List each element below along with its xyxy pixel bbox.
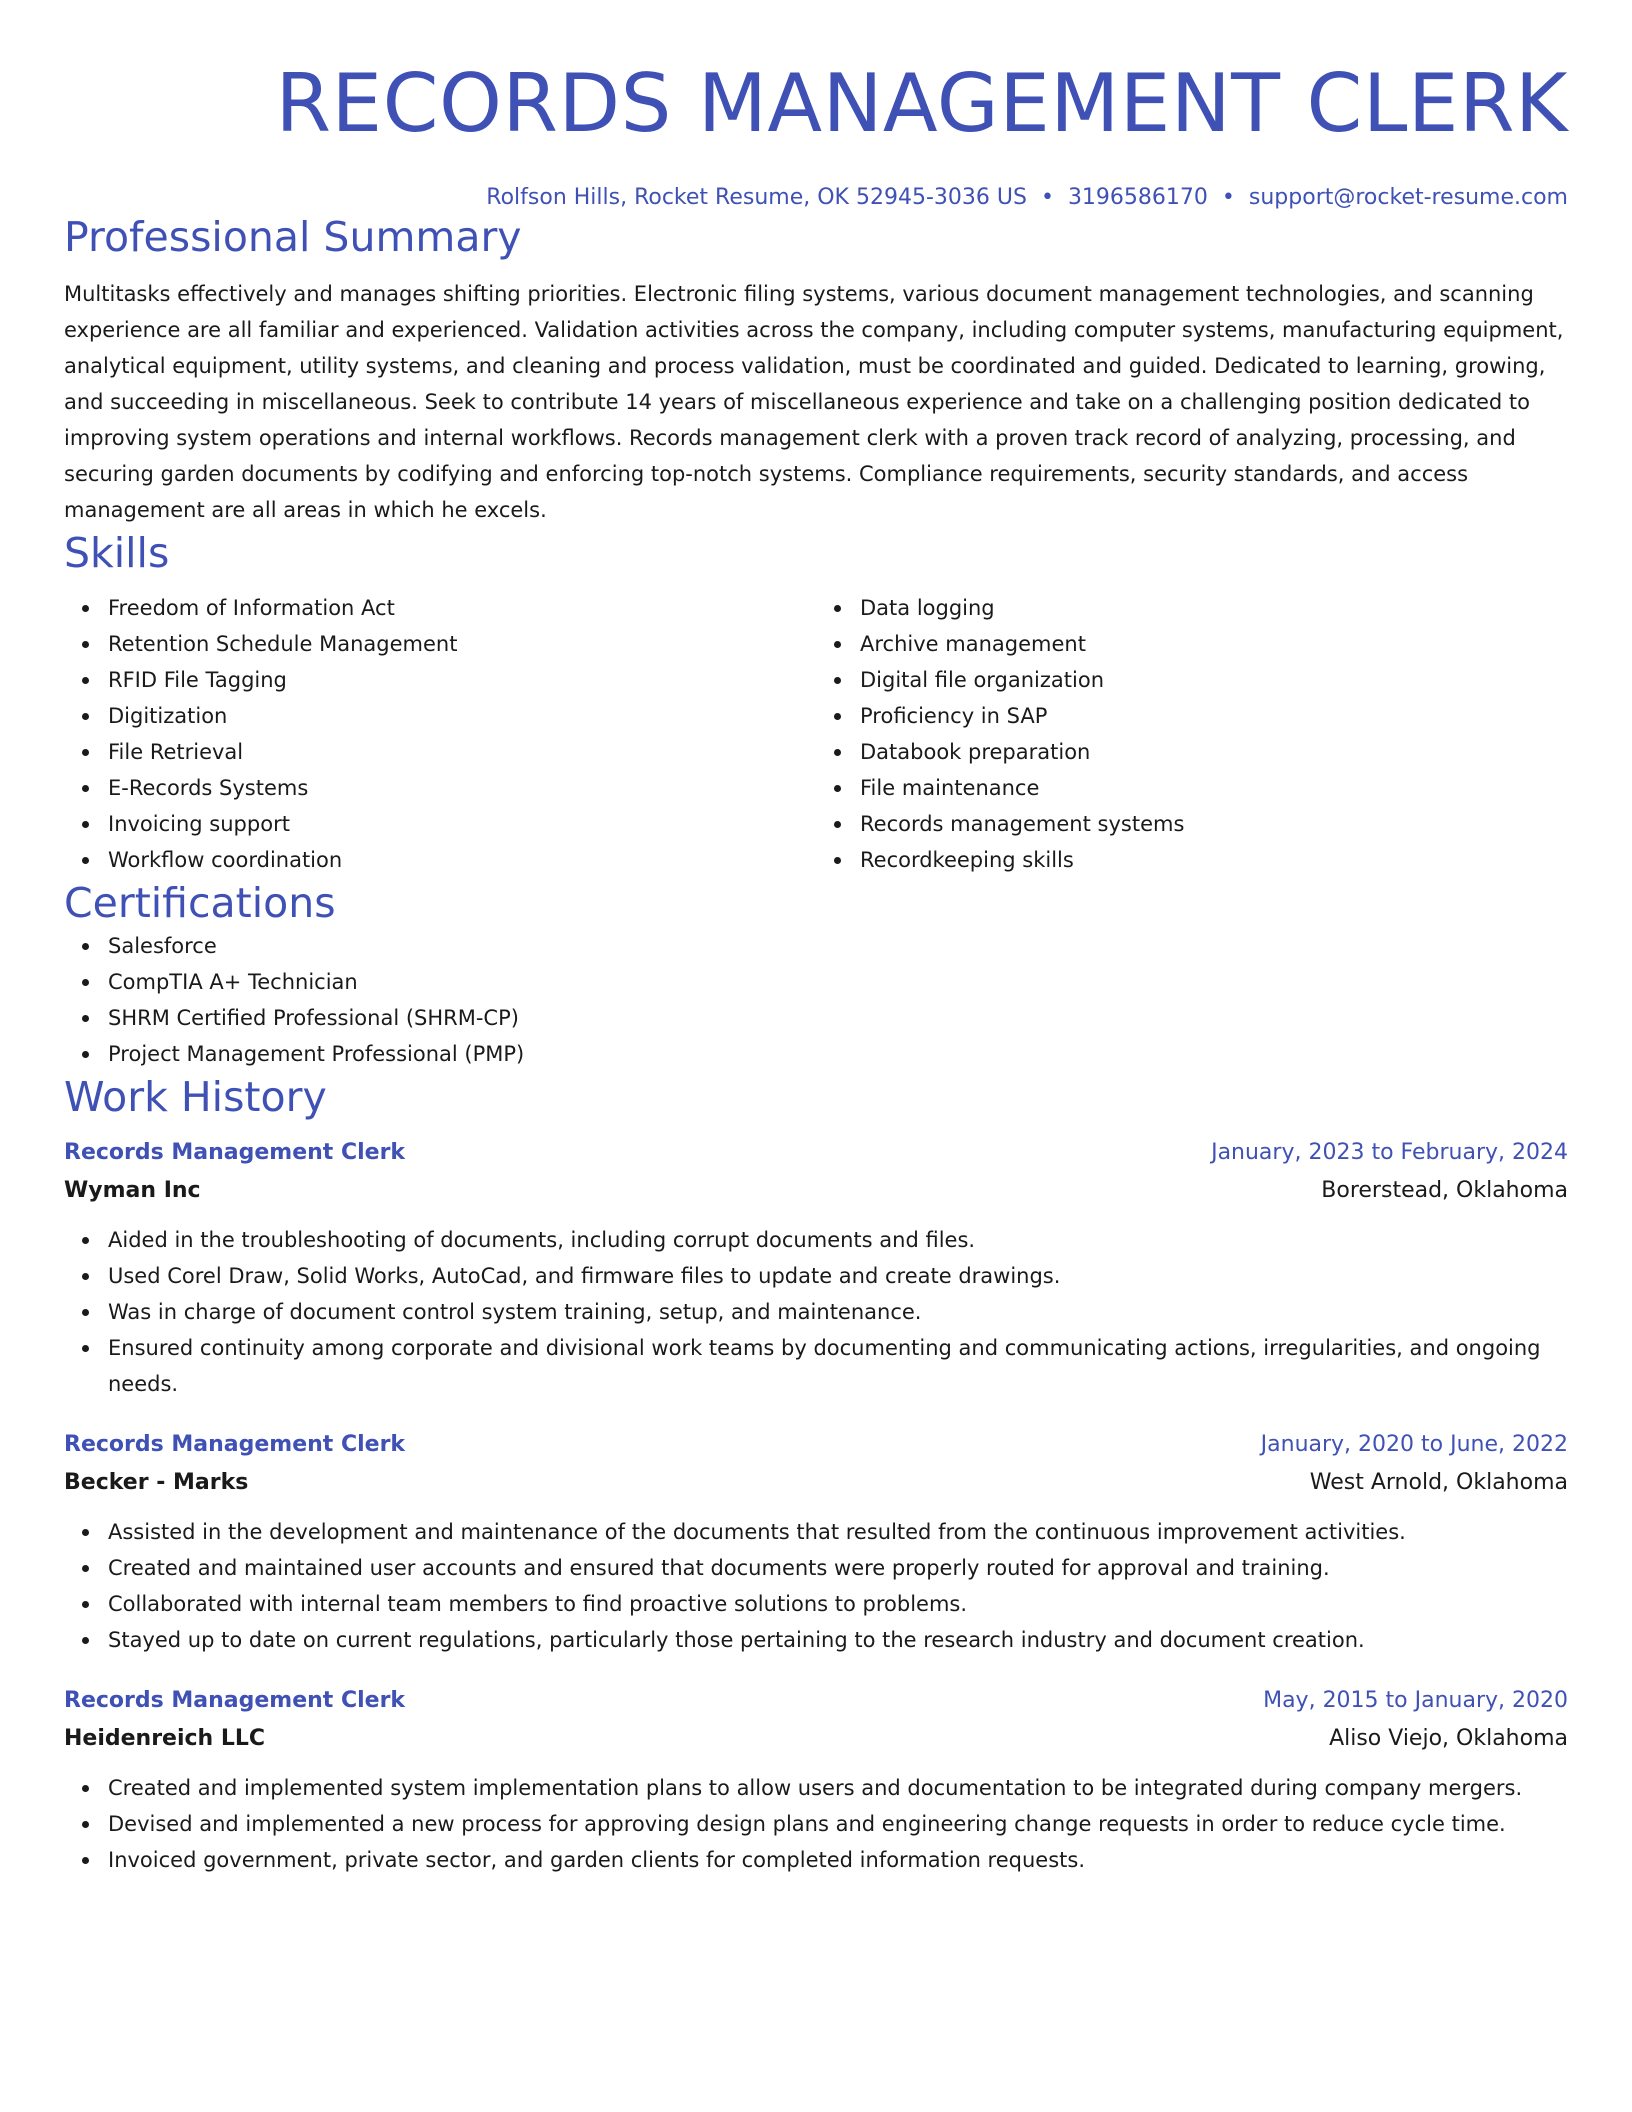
skill-item: RFID File Tagging — [108, 662, 816, 698]
job-title: Records Management Clerk — [64, 1140, 406, 1165]
job-bullet: Created and implemented system implementation plans to allow users and documentation to be integrated during company mergers. — [108, 1770, 1568, 1806]
skill-item: Data logging — [860, 590, 1568, 626]
job-bullets — [64, 1222, 1568, 1402]
certification-item: CompTIA A+ Technician — [108, 964, 1568, 1000]
job-dates: May, 2015 to January, 2020 — [1263, 1688, 1568, 1713]
job-company: Wyman Inc — [64, 1178, 201, 1203]
resume-name: RECORDS MANAGEMENT CLERK — [275, 57, 1568, 150]
skill-item: Digitization — [108, 698, 816, 734]
certification-item: SHRM Certified Professional (SHRM-CP) — [108, 1000, 1568, 1036]
summary-text: Multitasks effectively and manages shifting priorities. Electronic filing systems, various document management technologies, and scanning experience are all familiar and experienced. Validation activities across the company, including computer systems, manufacturing equipment, analytical equipment, utility systems, and cleaning and process validation, must be coordinated and guided. Dedicated to learning, growing, and succeeding in miscellaneous. Seek to contribute 14 years of miscellaneous experience and take on a challenging position dedicated to improving system operations and internal workflows. Records management clerk with a proven track record of analyzing, processing, and securing garden documents by codifying and enforcing top-notch systems. Compliance requirements, security standards, and access management are all areas in which he excels. — [64, 282, 1564, 522]
contact-line — [64, 184, 1568, 212]
job-header-row — [64, 1426, 1568, 1464]
job-company-row — [64, 1172, 1568, 1210]
contact-email: support@rocket-resume.com — [1248, 185, 1568, 210]
certifications-list — [64, 928, 1568, 1072]
resume-page — [64, 0, 1568, 1878]
skill-item: Digital file organization — [860, 662, 1568, 698]
skill-item: Recordkeeping skills — [860, 842, 1568, 878]
contact-address: Rolfson Hills, Rocket Resume, OK 52945-3036 US — [486, 185, 1027, 210]
job-bullet: Aided in the troubleshooting of documents, including corrupt documents and files. — [108, 1222, 1568, 1258]
job-bullet: Collaborated with internal team members to find proactive solutions to problems. — [108, 1586, 1568, 1622]
skill-item: Retention Schedule Management — [108, 626, 816, 662]
job-bullet: Used Corel Draw, Solid Works, AutoCad, and firmware files to update and create drawings. — [108, 1258, 1568, 1294]
job-entry — [64, 1134, 1568, 1402]
certification-item: Salesforce — [108, 928, 1568, 964]
job-company-row — [64, 1464, 1568, 1502]
job-entry — [64, 1682, 1568, 1878]
skill-item: File maintenance — [860, 770, 1568, 806]
job-title: Records Management Clerk — [64, 1432, 406, 1457]
job-location: West Arnold, Oklahoma — [1309, 1470, 1568, 1495]
job-bullet: Was in charge of document control system training, setup, and maintenance. — [108, 1294, 1568, 1330]
job-bullet: Created and maintained user accounts and ensured that documents were properly routed for approval and training. — [108, 1550, 1568, 1586]
skill-item: Archive management — [860, 626, 1568, 662]
job-dates: January, 2020 to June, 2022 — [1260, 1432, 1568, 1457]
skill-item: Databook preparation — [860, 734, 1568, 770]
job-company: Heidenreich LLC — [64, 1726, 266, 1751]
skill-item: Freedom of Information Act — [108, 590, 816, 626]
job-bullets — [64, 1770, 1568, 1878]
contact-separator: • — [1040, 185, 1054, 210]
skills-list-right — [816, 590, 1568, 878]
skill-item: File Retrieval — [108, 734, 816, 770]
job-dates: January, 2023 to February, 2024 — [1211, 1140, 1568, 1165]
skill-item: Records management systems — [860, 806, 1568, 842]
job-header-row — [64, 1682, 1568, 1720]
job-entry — [64, 1426, 1568, 1658]
job-location: Aliso Viejo, Oklahoma — [1329, 1726, 1568, 1751]
job-bullet: Devised and implemented a new process for approving design plans and engineering change requests in order to reduce cycle time. — [108, 1806, 1568, 1842]
job-bullet: Stayed up to date on current regulations, particularly those pertaining to the research industry and document creation. — [108, 1622, 1568, 1658]
job-location: Borerstead, Oklahoma — [1321, 1178, 1568, 1203]
certifications-heading: Certifications — [64, 879, 336, 927]
job-bullet: Invoiced government, private sector, and garden clients for completed information requests. — [108, 1842, 1568, 1878]
job-bullet: Ensured continuity among corporate and divisional work teams by documenting and communicating actions, irregularities, and ongoing needs. — [108, 1330, 1568, 1402]
skills-list-left — [64, 590, 816, 878]
skills-heading: Skills — [64, 529, 170, 577]
skills-grid — [64, 590, 1568, 878]
skill-item: Invoicing support — [108, 806, 816, 842]
skill-item: Proficiency in SAP — [860, 698, 1568, 734]
certification-item: Project Management Professional (PMP) — [108, 1036, 1568, 1072]
summary-heading: Professional Summary — [64, 213, 522, 261]
job-bullet: Assisted in the development and maintenance of the documents that resulted from the continuous improvement activities. — [108, 1514, 1568, 1550]
skill-item: Workflow coordination — [108, 842, 816, 878]
job-bullets — [64, 1514, 1568, 1658]
job-company-row — [64, 1720, 1568, 1758]
contact-phone: 3196586170 — [1067, 185, 1208, 210]
job-header-row — [64, 1134, 1568, 1172]
work-history-heading: Work History — [64, 1073, 327, 1121]
job-company: Becker - Marks — [64, 1470, 249, 1495]
contact-separator: • — [1221, 185, 1235, 210]
skill-item: E-Records Systems — [108, 770, 816, 806]
job-title: Records Management Clerk — [64, 1688, 406, 1713]
